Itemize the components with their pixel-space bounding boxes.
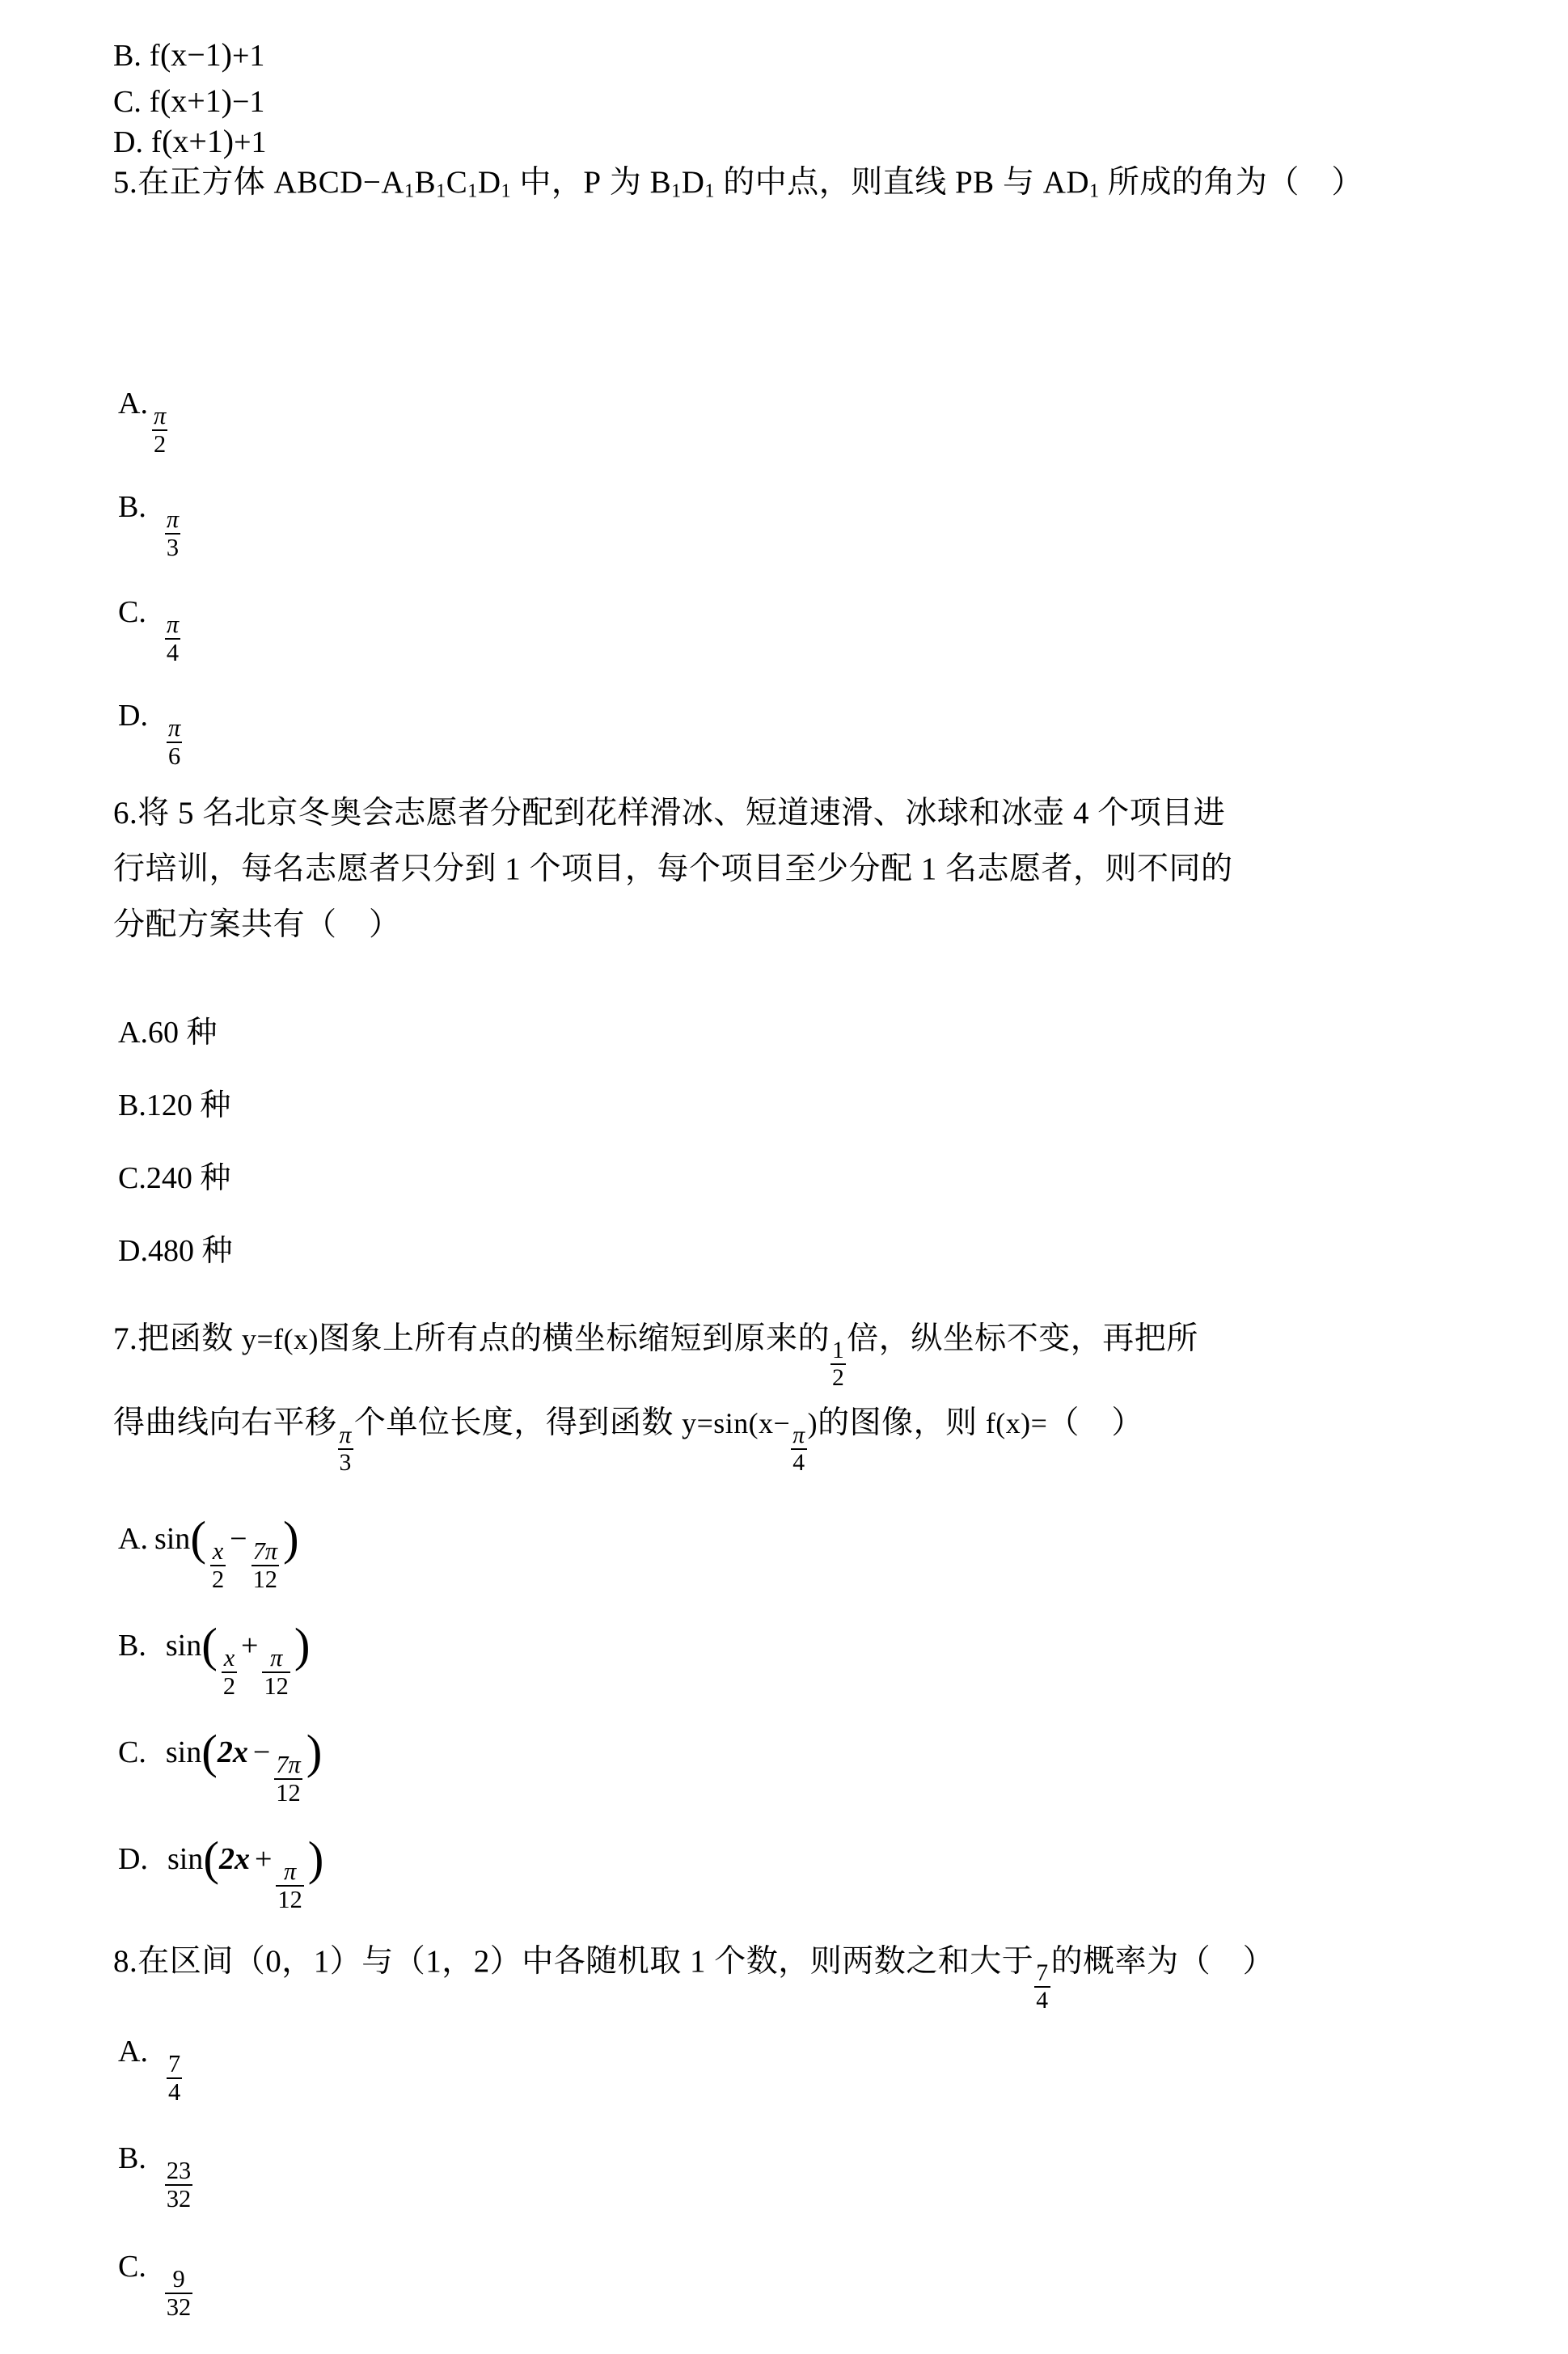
option-letter: C. xyxy=(118,1161,146,1195)
fraction-denominator: 2 xyxy=(211,1565,225,1593)
fraction-denominator: 12 xyxy=(264,1671,289,1700)
stem-text-g: （ ） xyxy=(1047,1405,1143,1441)
fraction-denominator: 2 xyxy=(831,1365,845,1392)
option-fraction xyxy=(165,507,180,560)
question-8-option-b xyxy=(118,2141,197,2212)
fraction-numerator: π xyxy=(166,610,180,638)
fraction-numerator: 7π xyxy=(276,1750,301,1778)
paren-close: ) xyxy=(294,1619,311,1672)
stem-text-c: 倍，纵坐标不变，再把所 xyxy=(847,1321,1198,1356)
option-fraction xyxy=(165,2264,192,2321)
question-7-option-d xyxy=(118,1832,324,1913)
question-6-option-b xyxy=(118,1090,230,1121)
question-5-stem xyxy=(113,165,1363,202)
operator: − xyxy=(230,1522,247,1556)
fraction-denominator: 4 xyxy=(167,2077,181,2106)
fraction-numerator: 7 xyxy=(167,2049,181,2077)
fraction-denominator: 2 xyxy=(153,429,167,458)
question-7-stem-line-2 xyxy=(113,1405,1198,1476)
option-letter: A. xyxy=(118,1522,148,1556)
sin-label: sin xyxy=(165,1735,202,1769)
question-7-option-c xyxy=(118,1726,323,1807)
fraction-numerator: 7π xyxy=(252,1536,277,1565)
stem-text-3: 为 xyxy=(601,165,650,200)
stem-text-f: 的图像，则 xyxy=(818,1405,986,1441)
option-text: 480 种 xyxy=(147,1234,233,1268)
option-letter: D. xyxy=(118,1842,148,1876)
stem-text-d: 得曲线向右平移 xyxy=(113,1405,337,1441)
question-5-option-d xyxy=(118,699,186,770)
fraction-denominator: 4 xyxy=(792,1449,805,1476)
fraction-7pi-over-12 xyxy=(274,1752,302,1806)
sin-label: sin xyxy=(154,1522,191,1556)
stem-text-4: 的中点，则直线 xyxy=(714,165,955,200)
fraction-x-over-2 xyxy=(222,1643,237,1700)
fraction-numerator: π xyxy=(270,1643,283,1671)
question-6-option-d xyxy=(118,1236,232,1266)
fraction-numerator: π xyxy=(792,1422,805,1448)
stem-text-2: 中， xyxy=(511,165,584,200)
stem-text-a: 在区间（0，1）与（1，2）中各随机取 1 个数，则两数之和大于 xyxy=(137,1944,1034,1979)
question-number: 8. xyxy=(113,1944,138,1979)
option-letter: D. xyxy=(118,699,148,733)
question-8-stem xyxy=(113,1944,1275,2014)
paren-close: ) xyxy=(306,1726,323,1779)
option-letter: B. xyxy=(113,39,142,73)
option-fraction xyxy=(152,401,167,458)
question-5-option-a xyxy=(118,387,171,458)
fraction-denominator: 32 xyxy=(166,2184,192,2212)
paren-open: ( xyxy=(203,1832,219,1886)
question-6-stem-line-1 xyxy=(113,797,1233,829)
stem-text-e: 个单位长度，得到函数 xyxy=(353,1405,683,1441)
fraction-numerator: π xyxy=(283,1857,297,1885)
fraction-numerator: 1 xyxy=(831,1338,845,1364)
option-letter: A. xyxy=(118,1016,148,1050)
option-letter: C. xyxy=(118,1735,146,1769)
fraction-numerator: 9 xyxy=(172,2264,185,2293)
fraction-pi-over-4 xyxy=(791,1423,806,1475)
fraction-pi-over-12 xyxy=(262,1643,290,1700)
fraction-7pi-over-12 xyxy=(251,1536,279,1593)
question-6-stem-line-3 xyxy=(113,909,1233,940)
option-text: 120 种 xyxy=(146,1088,231,1122)
question-6-option-c xyxy=(118,1163,230,1194)
question-7-stem-line-1 xyxy=(113,1321,1198,1392)
stem-text-5: 与 xyxy=(994,165,1043,200)
sin-label: sin xyxy=(165,1629,202,1663)
option-letter: B. xyxy=(118,1088,146,1122)
fraction-numerator: 7 xyxy=(1036,1960,1049,1987)
fraction-denominator: 12 xyxy=(252,1565,277,1593)
question-7 xyxy=(113,1321,1198,1476)
fraction-x-over-2 xyxy=(210,1536,226,1593)
option-expr: (x+1) xyxy=(160,82,232,119)
fraction-denominator: 4 xyxy=(166,638,180,666)
fraction-7-over-4 xyxy=(1034,1961,1050,2013)
function-sin-expr-open: y=sin(x− xyxy=(682,1407,791,1440)
fraction-denominator: 2 xyxy=(222,1671,236,1700)
paren-open: ( xyxy=(190,1512,206,1566)
question-6 xyxy=(113,797,1233,940)
option-fraction xyxy=(167,2049,182,2106)
option-letter: A. xyxy=(118,387,148,421)
fraction-denominator: 12 xyxy=(277,1885,302,1913)
question-number: 6. xyxy=(113,796,138,830)
stem-text-a: 把函数 xyxy=(137,1321,243,1356)
operator: − xyxy=(252,1735,271,1769)
paren-open: ( xyxy=(201,1726,218,1779)
paren-close: ) xyxy=(283,1512,299,1566)
expression-2x: 2x xyxy=(218,1842,250,1876)
stem-line-3: 分配方案共有（ ） xyxy=(113,907,401,942)
sin-label: sin xyxy=(167,1842,204,1876)
fraction-pi-over-12 xyxy=(276,1859,303,1912)
option-letter: B. xyxy=(118,2141,146,2175)
operator: + xyxy=(241,1629,259,1663)
question-number: 7. xyxy=(113,1321,138,1356)
question-8-option-a xyxy=(118,2035,186,2106)
expression-2x: 2x xyxy=(217,1735,248,1769)
fraction-one-half xyxy=(830,1338,846,1390)
fraction-denominator: 4 xyxy=(1036,1988,1049,2014)
carryover-option-b xyxy=(113,36,265,73)
fraction-numerator: π xyxy=(153,401,167,429)
operator: + xyxy=(254,1842,273,1876)
fraction-numerator: π xyxy=(166,505,180,533)
segment-bd: $B_1D_1$ xyxy=(649,165,715,202)
option-letter: C. xyxy=(113,85,142,119)
option-expr-suffix: +1 xyxy=(231,39,265,73)
stem-text-1: 在正方体 xyxy=(137,165,274,200)
fraction-numerator: x xyxy=(223,1643,235,1671)
segment-ad: $AD_1$ xyxy=(1042,165,1100,202)
option-expr-suffix: +1 xyxy=(234,125,267,159)
question-7-option-b xyxy=(118,1619,311,1700)
fraction-denominator: 3 xyxy=(339,1449,352,1476)
question-6-stem-line-2 xyxy=(113,853,1233,885)
option-expr: (x−1) xyxy=(160,36,232,73)
stem-text-b: 图象上所有点的横坐标缩短到原来的 xyxy=(318,1321,830,1356)
stem-line-1: 将 5 名北京冬奥会志愿者分配到花样滑冰、短道速滑、冰球和冰壶 4 个项目进 xyxy=(137,796,1226,830)
option-expr: (x+1) xyxy=(162,123,235,159)
carryover-option-d xyxy=(113,125,267,158)
fraction-denominator: 12 xyxy=(276,1778,301,1807)
question-5-option-c xyxy=(118,595,184,666)
option-letter: D. xyxy=(118,1234,148,1268)
question-5 xyxy=(113,165,1363,202)
option-letter: B. xyxy=(118,1629,146,1663)
fraction-numerator: π xyxy=(167,713,181,742)
option-letter: A. xyxy=(118,2035,148,2069)
fraction-numerator: π xyxy=(339,1422,352,1448)
option-letter: C. xyxy=(118,2250,146,2284)
option-expr-prefix: f xyxy=(149,39,161,73)
fraction-denominator: 6 xyxy=(167,742,181,770)
question-6-option-a xyxy=(118,1017,217,1048)
function-yfx: y=f(x) xyxy=(242,1323,319,1355)
option-expr-prefix: f xyxy=(150,125,163,159)
option-expr-prefix: f xyxy=(149,85,161,119)
carryover-option-c xyxy=(113,82,265,119)
question-7-option-a xyxy=(118,1512,299,1593)
segment-pb: PB xyxy=(954,165,995,200)
question-8-option-c xyxy=(118,2250,197,2321)
point-p: P xyxy=(583,165,602,200)
fraction-denominator: 3 xyxy=(166,533,180,561)
fraction-numerator: 23 xyxy=(166,2156,192,2184)
stem-text-6: 所成的角为（ ） xyxy=(1099,165,1363,200)
question-number: 5. xyxy=(113,165,138,200)
question-5-option-b xyxy=(118,490,184,561)
fraction-numerator: x xyxy=(212,1536,224,1565)
option-fraction xyxy=(165,612,180,666)
option-fraction xyxy=(165,2158,192,2212)
function-fx-equals: f(x)= xyxy=(985,1407,1048,1440)
fraction-denominator: 32 xyxy=(166,2293,192,2321)
option-text: 60 种 xyxy=(147,1016,218,1050)
fraction-pi-over-3 xyxy=(338,1423,353,1475)
option-letter: B. xyxy=(118,490,146,524)
cube-label: $ABCD-A_1B_1C_1D_1$ xyxy=(273,165,512,202)
paren-open: ( xyxy=(201,1619,218,1672)
option-letter: C. xyxy=(118,595,146,629)
paren-close: ) xyxy=(307,1832,324,1886)
option-letter: D. xyxy=(113,125,143,159)
option-fraction xyxy=(167,713,182,770)
question-8 xyxy=(113,1944,1275,2014)
stem-line-2: 行培训，每名志愿者只分到 1 个项目，每个项目至少分配 1 名志愿者，则不同的 xyxy=(113,852,1233,886)
function-sin-expr-close: ) xyxy=(807,1407,818,1440)
option-expr-suffix: −1 xyxy=(231,85,265,119)
stem-text-b: 的概率为（ ） xyxy=(1050,1944,1275,1979)
option-text: 240 种 xyxy=(146,1161,231,1195)
